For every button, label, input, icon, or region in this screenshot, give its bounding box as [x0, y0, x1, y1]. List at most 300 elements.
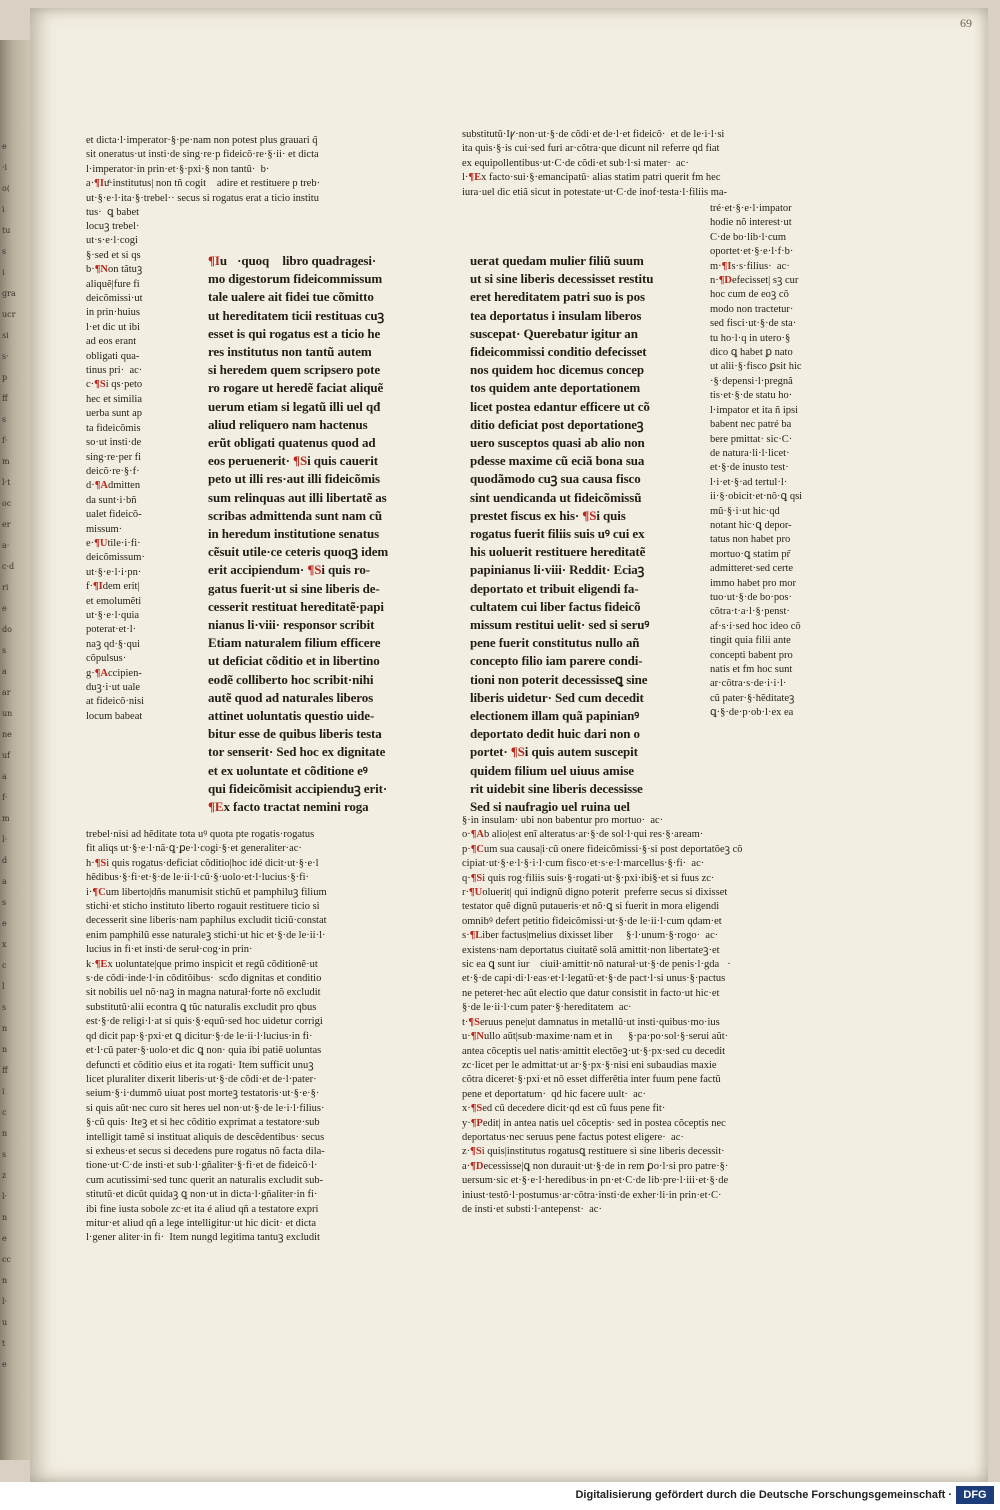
text-line: rit uidebit sine liberis decessisse	[470, 780, 643, 796]
rubric-mark: ¶A	[94, 480, 109, 492]
text-line: u·¶Nullo aũt|sub·maxime·nam et in §·pa·po·sol·§·serui aũt·	[462, 1031, 729, 1043]
text-line: existens·nam deportatus ciuitatẽ solã amittit·non libertateꝫ·et	[462, 944, 720, 956]
text-line: ar·cõtra·s·de·i·i·l·	[710, 678, 787, 690]
text-line: C·de bo·lib·l·cum	[710, 231, 787, 243]
text-line: tale ualere ait fidei tue cõmitto	[208, 289, 374, 305]
text-line: quodãmodo cuꝫ sua causa fisco	[470, 471, 641, 487]
left-page-fragment: l·	[2, 1297, 8, 1306]
text-line: nos quidem hoc dicemus concep	[470, 362, 645, 378]
text-line: scribas admittenda sunt nam cũ	[208, 507, 382, 523]
left-page-fragment: l·	[2, 1192, 8, 1201]
text-line: peto ut illi res·aut illi fideicõmis	[208, 471, 381, 487]
rubric-mark: ¶E	[94, 958, 108, 970]
left-page-fragment: un	[2, 709, 13, 718]
text-line: uerba sunt ap	[86, 408, 142, 420]
text-line: k·¶Ex uoluntate|que primo inspicit et regũ cõditionẽ·ut	[86, 958, 318, 970]
glossa-top-right	[462, 128, 727, 200]
text-line: uersum·sic et·§·e·l·heredibus·in pn·et·C·de lib·pre·l·iii·et·§·de	[462, 1175, 729, 1187]
left-page-fragment: cc	[2, 1255, 11, 1264]
text-line: tatus non habet pro	[710, 534, 791, 546]
text-line: erũt obligati quatenus quod ad	[208, 435, 376, 451]
left-page-fragment: f·	[2, 436, 8, 445]
text-line: natis et fm hoc sunt	[710, 664, 793, 675]
left-page-fragment: a	[2, 877, 7, 886]
text-line: babent nec patré ba	[710, 419, 792, 431]
text-line: mortuo·ꝗ statim pr̃	[710, 548, 791, 560]
left-page-fragment: ff	[2, 394, 8, 403]
rubric-mark: ¶S	[470, 1103, 483, 1115]
text-line: tuo·ut·§·de bo·pos·	[710, 591, 792, 603]
text-line: hoc cum de eoꝫ cõ	[710, 289, 789, 301]
text-line: ut hereditatem ticii restituas cuꝫ	[208, 307, 385, 323]
text-line: ad eos erant	[86, 336, 137, 348]
text-line: so·ut insti·de	[86, 437, 142, 449]
text-line: obligati qua-	[86, 350, 140, 362]
left-page-fragment: ·i	[2, 163, 8, 172]
rubric-mark: ¶C	[470, 843, 485, 855]
left-page-fragment: s	[2, 898, 7, 907]
text-line: ditio deficiat post deportationeꝫ	[470, 416, 644, 432]
text-line: sint uendicanda ut fideicõmissũ	[470, 489, 642, 505]
text-line: autẽ quod ad naturales liberos	[208, 689, 374, 705]
rubric-mark: ¶S	[582, 507, 597, 523]
text-line: et emolumẽti	[86, 595, 142, 607]
text-line: m·¶Is·s·filius· ac·	[710, 260, 790, 272]
text-line: sit nobilis uel nõ·naꝫ in magna naturał·forte nõ excludit	[86, 987, 321, 999]
text-line: testator quẽ dignũ putaueris·et nõ·ꝗ si fuerit in mora eligendi	[462, 901, 720, 913]
text-line: ut·s·e·l·cogi	[86, 235, 138, 247]
text-line: cum acutissimi·sed tunc querit an naturalis excludit sub-	[86, 1174, 324, 1186]
text-line: esset is qui rogatus est a ticio he	[208, 325, 381, 341]
text-line: modo non tractetur·	[710, 303, 794, 315]
text-line: a·¶Decessisse|ꝗ non durauit·ut·§·de in rem ꝑo·l·si pro patre·§·	[462, 1160, 729, 1172]
text-line: hec et similia	[86, 393, 142, 405]
text-line: deicõ·re·§·f·	[86, 465, 140, 477]
text-line: admitteret·sed certe	[710, 563, 794, 575]
left-page-fragment: ff	[2, 1066, 8, 1075]
rubric-mark: ¶P	[470, 1117, 483, 1129]
left-page-fragment: o(	[2, 184, 10, 193]
left-page-fragment: m	[2, 814, 10, 823]
text-line: attinet uoluntatis questio uide-	[208, 708, 375, 724]
text-line: ibi fine iusta sobole zc·et ita é aliud qñ a testatore expri	[86, 1203, 319, 1215]
left-page-fragment: x	[2, 940, 7, 949]
text-line: erit accipiendum· ¶Si quis ro-	[208, 562, 370, 578]
text-line: intelligit tamẽ si instituat aliquis de descẽdentibus· secus	[86, 1131, 325, 1143]
text-line: tu ho·l·q in utero·§	[710, 332, 791, 344]
text-line: et ex uoluntate et cõditione eꝰ	[208, 762, 368, 778]
text-line: ita quis·§·is cui·sed furi ar·cõtra·que dicunt nil referre qd fiat	[462, 143, 720, 155]
left-page-fragment: l·	[2, 835, 8, 844]
text-line: eret hereditatem patri suo is pos	[470, 289, 645, 305]
text-line: mitur·et aliud qñ a lege intelligitur·ut hic dicit· et dicta	[86, 1217, 317, 1229]
text-line: l·impator et ita ñ ipsi	[710, 404, 799, 416]
text-line: liberis uidetur· Sed cum decedit	[470, 689, 644, 705]
text-line: pdesse maxime cũ eciã bona sua	[470, 453, 645, 469]
text-line: suscepat· Querebatur igitur an	[470, 325, 638, 341]
text-line: cẽsuit utile·ce ceteris quoqꝫ idem	[208, 544, 389, 560]
text-line: ꝗ·§·de·p·ob·l·ex ea	[710, 707, 794, 719]
text-line: a·¶Iuͤ·institutus| non tñ cogitᷣ adire et restituere p treb·	[86, 178, 321, 190]
text-line: aliud reliquero nam hactenus	[208, 416, 368, 432]
left-page-fragment: t	[2, 1339, 6, 1348]
text-line: et dicta·l·imperator·§·pe·nam non potest plus grauari q̃	[86, 135, 318, 146]
left-page-fragment: l	[2, 982, 5, 991]
rubric-mark: ¶I	[94, 178, 104, 190]
dfg-logo: DFG	[956, 1486, 994, 1504]
text-line: substitutũ·Iꝩ·non·ut·§·de cõdi·et de·l·et fideicõ· et de le·i·l·si	[462, 129, 725, 140]
left-page-fragment: ucr	[2, 310, 16, 319]
left-page-fragment: do	[2, 625, 12, 634]
main-text-left-column	[208, 252, 388, 816]
text-line: y·¶Pedit| in antea natis uel cõceptis· sed in postea cõceptis nec	[462, 1117, 726, 1129]
text-line: cũ pater·§·hẽditateꝫ	[710, 692, 795, 704]
left-page-fragment: e	[2, 1360, 7, 1369]
text-line: naꝫ qd·§·qui	[86, 638, 141, 650]
text-line: antea cõceptis uel natis·amittit electõeꝫ·ut·§·px·sed cu decedit	[462, 1045, 726, 1057]
text-line: zc·licet per le admittat·ut ar·§·px·§·nisi eni subaudias maxie	[462, 1059, 717, 1071]
text-line: tus· ꝗ babet	[86, 207, 140, 219]
rubric-mark: ¶S	[94, 857, 107, 869]
text-line: duꝫ·i·ut uale	[86, 682, 141, 693]
left-page-fragment: i	[2, 205, 5, 214]
left-page-fragment: n	[2, 1129, 8, 1138]
text-line: bitur esse de quibus liberis testa	[208, 726, 382, 742]
rubric-mark: ¶E	[468, 172, 482, 184]
rubric-mark: ¶N	[470, 1031, 485, 1043]
text-line: da sunt·i·bñ	[86, 494, 137, 506]
left-page-fragment: a·	[2, 541, 10, 550]
text-line: cõtra·t·a·l·§·penst·	[710, 606, 790, 618]
text-line: ii·§·obicit·et·nõ·ꝗ qsi	[710, 491, 803, 503]
left-page-fragment: e	[2, 919, 7, 928]
text-line: locuꝫ trebel·	[86, 221, 140, 232]
left-page-fragment: s	[2, 415, 7, 424]
text-line: o·¶Ab alio|est enĩ alteratus·ar·§·de sol·l·qui res·§·aream·	[462, 829, 704, 841]
text-line: si heredem quem scripsero pote	[208, 362, 380, 378]
rubric-mark: ¶S	[94, 379, 106, 391]
left-page-fragment: e	[2, 142, 7, 151]
text-line: tea deportatus i insulam liberos	[470, 307, 642, 323]
text-line: at fideicõ·nisi	[86, 696, 145, 708]
text-line: ut si sine liberis decessisset restitu	[470, 271, 654, 287]
text-line: notant hic·ꝗ depor-	[710, 519, 792, 531]
left-page-fragment: a	[2, 667, 7, 676]
text-line: stitutũ·et dicũt quidaꝫ ꝗ non·ut in dicta·l·gñaliter·in fi·	[86, 1189, 318, 1201]
text-line: l·i·et·§·ad tertul·l·	[710, 476, 788, 488]
rubric-mark: ¶U	[469, 887, 483, 899]
text-line: deportatus·nec seruus pene factus potest eligere· ac·	[462, 1131, 684, 1143]
text-line: deicõmissum·	[86, 552, 145, 564]
text-line: his uoluerit restituere hereditatẽ	[470, 544, 646, 560]
text-line: seium·§·i·dummõ uiuat post morteꝫ testatoris·ut·§·e·§·	[86, 1088, 320, 1100]
rubric-mark: ¶D	[718, 275, 733, 287]
text-line: sic ea ꝗ sunt iurᷤ ciuił·amittit·nõ naturał·ut·§·de penis·l·gdaꝫ·	[462, 959, 731, 971]
rubric-mark: ¶N	[94, 264, 109, 276]
left-page-fragment: er	[2, 520, 11, 529]
left-page-fragment: s	[2, 646, 7, 655]
text-line: t·¶Seruus pene|ut damnatus in metallũ·ut insti·quibus·mo·ius	[462, 1016, 720, 1028]
page-number: 69	[960, 16, 972, 30]
text-line: c·¶Si qs·peto	[86, 379, 143, 391]
glossa-top-left	[86, 134, 320, 220]
text-line: tré·et·§·e·l·impator	[710, 203, 792, 214]
text-line: ¶Ex facto tractat nemini roga	[208, 799, 369, 815]
text-line: ·§·depensi·l·pregnã	[710, 375, 793, 387]
text-line: bere pmittat· sic·C·	[710, 433, 793, 445]
text-line: cipiat·ut·§·e·l·§·i·l·cum fisco·et·s·e·l·marcellus·§·fi· ac·	[462, 858, 705, 870]
text-line: hẽdibus·§·fi·et·§·de le·ii·l·cũ·§·uolo·et·l·lucius·§·fi·	[86, 872, 310, 884]
rubric-mark: ¶S	[470, 1146, 482, 1158]
left-page-fragment: si	[2, 331, 9, 340]
text-line: d·¶Admitten	[86, 480, 141, 492]
text-line: eodẽ colliberto hoc scribit·nihi	[208, 671, 374, 687]
left-page-fragment: n	[2, 1213, 8, 1222]
left-page-fragment: c	[2, 1108, 7, 1117]
text-line: p·¶Cum sua causa|i·cũ onere fideicõmissi·§·si post deportatõeꝫ cõ	[462, 843, 743, 855]
text-line: nianus li·viii· responsor scribit	[208, 617, 375, 633]
text-line: tor senserit· Sed hoc ex dignitate	[208, 744, 386, 760]
text-line: in heredum institutione senatus	[208, 526, 380, 542]
footer-bar	[0, 1482, 1000, 1510]
rubric-mark: ¶I	[93, 581, 103, 593]
text-line: in prin·huius	[86, 307, 140, 319]
left-page-fragment: a	[2, 772, 7, 781]
text-line: tis·et·§·de statu ho·	[710, 390, 793, 402]
text-line: rogatus fuerit filiis suis uꝰ cui ex	[470, 526, 645, 542]
right-page	[30, 8, 988, 1482]
rubric-mark: ¶S	[307, 562, 322, 578]
text-line: §·sed et si qs	[86, 249, 141, 261]
text-line: aliquẽ|fure fi	[86, 278, 140, 290]
rubric-mark: ¶S	[470, 872, 483, 884]
left-page-fragment: l·t	[2, 478, 11, 487]
text-line: ut alii·§·fisco ꝑsit hic	[710, 361, 802, 373]
text-line: b·¶Non tãtuꝫ	[86, 264, 143, 276]
text-line: deportato dedit huic dari non o	[470, 726, 640, 742]
text-line: cesserit restituat hereditatẽ·papi	[208, 598, 384, 614]
left-page-fragment: i	[2, 1087, 5, 1096]
text-line: s·de cõdi·inde·l·in cõditõibus· scđo dignitas et conditio	[86, 973, 322, 985]
text-line: qd dicit pap·§·pxi·et ꝗ dicitur·§·de le·ii·l·lucius·in fi·	[86, 1030, 313, 1042]
text-line: uero susceptos quasi ab alio non	[470, 435, 645, 451]
text-line: quidem filium uel uiuus amise	[470, 762, 634, 778]
text-line: papinianus li·viii· Reddit· Eciaꝫ	[470, 562, 645, 578]
left-page-fragment: e	[2, 604, 7, 613]
left-page-fragment: e	[2, 1234, 7, 1243]
text-line: concepti babent pro	[710, 649, 793, 661]
text-line: tione·ut·C·de insti·et sub·l·gñaliter·§·fi·et de fideicõ·l·	[86, 1160, 318, 1172]
text-line: §·cũ quis· Iteꝫ et si hec cõditio exprimat a testatore·sub	[86, 1117, 320, 1129]
left-page-fragment: ar	[2, 688, 11, 697]
left-page-fragment: i	[2, 268, 5, 277]
text-line: h·¶Si quis rogatus·deficiat cõditio|hoc idé dicit·ut·§·e·l	[86, 857, 319, 869]
text-line: l·et dic ut ibi	[86, 321, 140, 333]
text-line: gatus fuerit·ut si sine liberis de-	[208, 580, 380, 596]
rubric-mark: ¶A	[94, 667, 109, 679]
text-line: lucius in fi·et insti·de seruł·cog·in prin·	[86, 944, 253, 956]
text-line: eos peruenerit· ¶Si quis cauerit	[208, 453, 378, 469]
text-line: fit aliqs ut·§·e·l·nã·ꝗ·ꝑe·l·cogi·§·et generaliter·ac·	[86, 843, 302, 855]
text-line: cultatem cui liber factus fideicõ	[470, 598, 641, 614]
text-line: cõpulsus·	[86, 653, 127, 665]
text-line: s·¶Liber factus|melius dixisset liber §·l·unum·§·rogo· ac·	[462, 930, 719, 942]
main-text-right-column	[470, 252, 653, 816]
text-line: f·¶Idem erit|	[86, 581, 140, 593]
text-line: defuncti et cõditio eius et ita rogati· Item sufficit unuꝫ	[86, 1059, 314, 1071]
text-line: cõtra diceret·§·pxi·et nõ esset differẽtia inter fuum pene factũ	[462, 1074, 721, 1086]
text-line: stichi·et sticho instituto liberto rogauit restituere ticio si	[86, 901, 320, 913]
text-line: de natura·li·l·licet·	[710, 447, 790, 459]
left-page-fragment: z	[2, 1171, 7, 1180]
left-page-fragment: n	[2, 1276, 8, 1285]
text-line: missum·	[86, 523, 123, 535]
text-line: af·s·i·sed hoc ideo cõ	[710, 620, 801, 632]
glossa-bottom-right	[462, 814, 743, 1217]
rubric-mark: ¶S	[468, 1016, 480, 1028]
left-page-fragment: d	[2, 856, 8, 865]
text-line: ¶Iuᷤ·quoqꝫ libro quadragesi·	[208, 253, 377, 268]
text-line: et·§·de inusto test·	[710, 462, 789, 474]
rubric-mark: ¶L	[469, 930, 483, 942]
text-line: licet pluraliter dixerit liberis·ut·§·de cõdi·et de·l·pater·	[86, 1073, 317, 1085]
rubric-mark: ¶U	[94, 537, 108, 549]
text-line: res institutus non tantũ autem	[208, 344, 372, 360]
text-line: r·¶Uoluerit| qui indignũ digno poterit preferre secus si dixisset	[462, 887, 728, 899]
left-page-fragment: ri	[2, 583, 9, 592]
text-line: n·¶Defecisset| sꝫ cur	[710, 275, 799, 287]
text-line: i·¶Cum liberto|dñs manumisit stichũ et pamphiluꝫ filium	[86, 886, 327, 898]
rubric-mark: ¶E	[208, 799, 224, 815]
rubric-mark: ¶S	[293, 453, 308, 469]
left-page-fragment: n	[2, 1024, 8, 1033]
left-page-fragment: f·	[2, 793, 8, 802]
text-line: pene et deportatum· qd hic facere uult· ac·	[462, 1088, 646, 1100]
left-page-fragment: s	[2, 247, 7, 256]
text-line: z·¶Si quis|institutus rogatusꝗ restituere si sine liberis decessit·	[462, 1146, 725, 1158]
left-page-fragment: gra	[2, 289, 16, 298]
text-line: q·¶Si quis rog·filiis suis·§·rogati·ut·§·pxi·ibi§·et si fuus zc·	[462, 872, 715, 884]
text-line: deportato et tribuit eligendi fa-	[470, 580, 639, 596]
text-line: est·§·de religi·l·at si quis·§·equũ·sed hoc uidetur corrigi	[86, 1016, 323, 1028]
rubric-mark: ¶I	[208, 253, 220, 268]
text-line: l·¶Ex facto·sui·§·emancipatũ· alias statim patri querit fm hec	[462, 172, 721, 184]
text-line: ne peteret·hec aũt electio que datur consistit in facto·ut hic·et	[462, 987, 720, 999]
rubric-mark: ¶A	[470, 829, 485, 841]
text-line: substitutũ·alii econtra ꝗ tũc naturalis excludit pro qbus	[86, 1001, 317, 1013]
left-page-fragment: s	[2, 1003, 7, 1012]
text-line: tingit quia filii ante	[710, 635, 791, 647]
left-page-fragment: tu	[2, 226, 11, 235]
left-page-fragment: n	[2, 1045, 8, 1054]
text-line: dico ꝗ habet ꝑ nato	[710, 347, 793, 359]
text-line: de insti·et substi·l·antepenst· ac·	[462, 1203, 602, 1215]
rubric-mark: ¶S	[510, 744, 525, 760]
text-line: si exheus·et secus si decedens pure rogatus nõ facta dila-	[86, 1145, 325, 1157]
text-line: hodie nõ interest·ut	[710, 217, 792, 229]
text-line: fideicommissi conditio defecisset	[470, 344, 647, 360]
text-line: x·¶Sed cũ decedere dicit·qd est cũ fuus pene fit·	[462, 1103, 666, 1115]
text-line: trebel·nisi ad hẽditate tota uꝰ quota pte rogatis·rogatus	[86, 829, 315, 840]
text-line: ut deficiat cõditio et in libertino	[208, 653, 380, 669]
glossa-left-column	[86, 220, 145, 724]
text-line: sum relinquas aut illi libertatẽ as	[208, 489, 387, 505]
text-line: §·de le·ii·l·cum pater·§·hereditatem ac·	[462, 1002, 632, 1014]
text-line: immo habet pro mor	[710, 577, 797, 589]
glossa-bottom-left	[86, 828, 327, 1246]
text-line: l·imperator·in prin·et·§·pxi·§ non tantũ· b·	[86, 163, 270, 175]
text-line: mo digestorum fideicommissum	[208, 271, 383, 287]
left-page-fragment: uf	[2, 751, 11, 760]
text-line: ut·§·e·l·ita·§·trebel·· secus si rogatus erat a ticio institu	[86, 192, 319, 204]
footer-credit: Digitalisierung gefördert durch die Deutsche Forschungsgemeinschaft ·	[575, 1489, 952, 1501]
text-line: missum restitui uelit· sed si seruꝰ	[470, 617, 650, 633]
text-line: mũ·§·i·ut hic·qd	[710, 505, 780, 517]
text-line: prestet fiscus ex his· ¶Si quis	[470, 507, 626, 523]
left-page-fragment: oc	[2, 499, 12, 508]
text-line: ex equipollentibus·ut·C·de cõdi·et sub·l·si mater· ac·	[462, 157, 689, 169]
text-line: decesserit sine liberis·nam paphilus excludit ticiũ·constat	[86, 915, 327, 927]
text-line: electionem illam quã papinianꝰ	[470, 708, 640, 724]
text-line: portet· ¶Si quis autem suscepit	[470, 744, 638, 760]
left-page-fragment: u	[2, 1318, 8, 1327]
text-line: ualet fideicõ-	[86, 509, 142, 521]
text-line: tioni non poterit decessisseꝗ sine	[470, 671, 648, 687]
rubric-mark: ¶C	[92, 886, 106, 898]
text-line: et·l·cũ pater·§·uolo·et dic ꝗ non· quia ibi patiẽ uoluntas	[86, 1045, 322, 1057]
text-line: tinus pri· ac·	[86, 365, 143, 377]
text-line: deicõmissi·ut	[86, 293, 143, 305]
text-line: ut·§·e·l·i·pn·	[86, 566, 142, 578]
rubric-mark: ¶D	[470, 1160, 484, 1172]
rubric-mark: ¶I	[721, 260, 732, 272]
text-line: uerum etiam si legatũ illi uel qđ	[208, 398, 381, 414]
text-line: §·in insulam· ubi non babentur pro mortuo· ac·	[462, 815, 664, 826]
text-line: tos quidem ante deportationem	[470, 380, 641, 396]
left-page-fragment: s·	[2, 352, 9, 361]
text-line: ta fideicõmis	[86, 422, 141, 434]
text-line: licet postea edantur efficere ut cõ	[470, 398, 650, 414]
text-line: sed fisci·ut·§·de sta·	[710, 318, 797, 330]
text-line: ro rogare ut heredẽ faciat aliquẽ	[208, 380, 384, 396]
text-line: concepto filio iam parere condi-	[470, 653, 643, 669]
text-line: poterat·et·l·	[86, 624, 137, 636]
left-page-fragment: p	[2, 373, 8, 382]
glossa-right-column	[710, 202, 802, 721]
text-line: Sed si naufragio uel ruina uel	[470, 799, 630, 815]
text-line: oportet·et·§·e·l·f·b·	[710, 246, 794, 258]
text-line: g·¶Accipien-	[86, 667, 142, 679]
left-page-edge	[0, 40, 30, 1460]
left-page-fragment: c	[2, 961, 7, 970]
left-page-fragment: ne	[2, 730, 12, 739]
text-line: iura·uel dic etiã sicut in potestate·ut·C·de inof·testa·l·filiis ma-	[462, 186, 728, 198]
text-line: et·§·de capi·di·l·eas·et·l·legatũ·et·§·de pact·l·si unus·§·pactus	[462, 973, 726, 985]
text-line: e·¶Utile·i·fi·	[86, 537, 141, 549]
text-line: sing·re·per fi	[86, 451, 142, 463]
text-line: uerat quedam mulier filiũ suum	[470, 253, 644, 268]
text-line: Etiam naturalem filium efficere	[208, 635, 381, 651]
text-line: l·gener aliter·in fi· Item nungd legitima tantuꝫ excludit	[86, 1232, 320, 1244]
text-line: qui fideicõmisit accipienduꝫ erit·	[208, 780, 388, 796]
left-page-fragment: m	[2, 457, 10, 466]
text-line: ut·§·e·l·quia	[86, 609, 140, 621]
text-line: pene fuerit constitutus nullo añ	[470, 635, 640, 651]
left-page-fragment: s	[2, 1150, 7, 1159]
text-line: si quis aũt·nec curo sit heres uel non·ut·§·de le·i·l·filius·	[86, 1102, 325, 1114]
text-line: locum babeat	[86, 710, 143, 722]
text-line: sit oneratus·ut insti·de sing·re·p fideicõ·re·§·ii· et dicta	[86, 149, 319, 161]
